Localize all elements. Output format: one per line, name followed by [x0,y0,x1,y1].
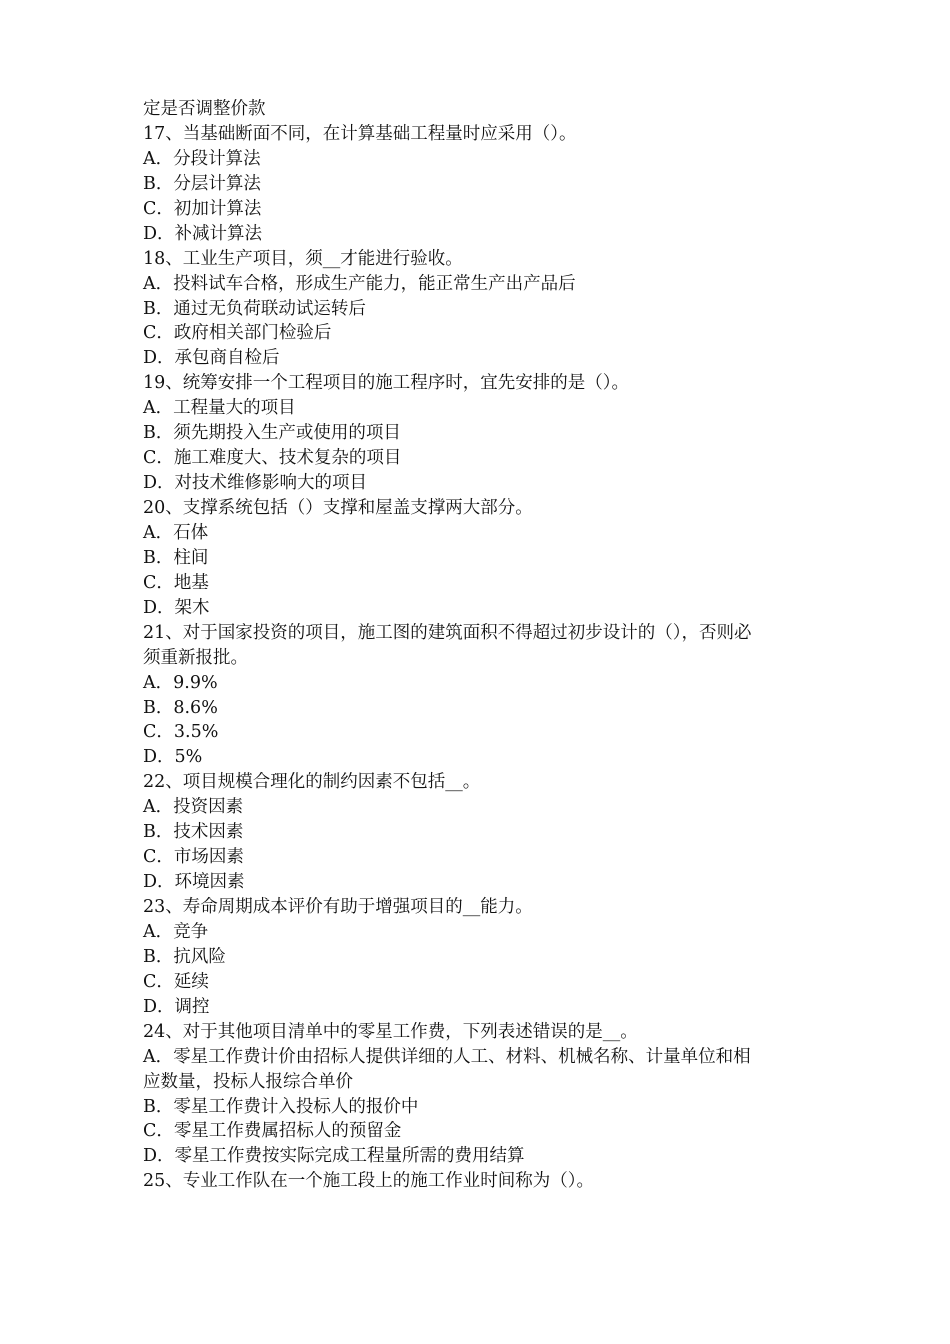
option-24-b: B．零星工作费计入投标人的报价中 [143,1096,419,1117]
question-17: 17、当基础断面不同，在计算基础工程量时应采用（）。 [143,123,577,144]
option-17-c: C．初加计算法 [143,198,262,219]
option-20-d: D．架木 [143,597,210,618]
question-21: 21、对于国家投资的项目，施工图的建筑面积不得超过初步设计的（），否则必 [143,622,752,643]
option-22-c: C．市场因素 [143,847,244,868]
question-continuation: 定是否调整价款 [143,99,266,119]
option-17-b: B．分层计算法 [143,173,261,194]
option-20-c: C．地基 [143,572,209,593]
option-24-a: A．零星工作费计价由招标人提供详细的人工、材料、机械名称、计量单位和相 [143,1046,751,1067]
option-23-d: D．调控 [143,996,210,1017]
question-18: 18、工业生产项目，须__才能进行验收。 [143,248,463,269]
option-21-b: B．8.6% [143,697,218,718]
option-19-d: D．对技术维修影响大的项目 [143,473,368,494]
option-19-c: C．施工难度大、技术复杂的项目 [143,448,402,469]
option-21-d: D．5% [143,747,203,768]
option-19-a: A．工程量大的项目 [143,398,296,419]
option-18-a: A．投料试车合格，形成生产能力，能正常生产出产品后 [143,273,576,294]
question-24: 24、对于其他项目清单中的零星工作费，下列表述错误的是__。 [143,1021,638,1042]
option-22-d: D．环境因素 [143,872,245,893]
question-22: 22、项目规模合理化的制约因素不包括__。 [143,772,481,793]
question-21-continuation: 须重新报批。 [143,647,248,668]
option-19-b: B．须先期投入生产或使用的项目 [143,423,401,444]
question-23: 23、寿命周期成本评价有助于增强项目的__能力。 [143,897,533,917]
question-25: 25、专业工作队在一个施工段上的施工作业时间称为（）。 [143,1171,595,1192]
option-17-d: D．补减计算法 [143,223,263,244]
option-20-b: B．柱间 [143,547,209,568]
option-20-a: A．石体 [143,522,209,543]
option-22-a: A．投资因素 [143,797,244,818]
option-23-b: B．抗风险 [143,946,226,967]
option-21-c: C．3.5% [143,722,219,743]
option-18-c: C．政府相关部门检验后 [143,323,332,344]
document-page [143,97,823,1194]
option-21-a: A．9.9% [143,672,218,693]
option-23-c: C．延续 [143,971,209,992]
option-17-a: A．分段计算法 [143,148,261,169]
question-20: 20、支撑系统包括（）支撑和屋盖支撑两大部分。 [143,498,533,518]
option-22-b: B．技术因素 [143,822,244,843]
option-24-c: C．零星工作费属招标人的预留金 [143,1121,402,1142]
option-23-a: A．竞争 [143,921,209,942]
option-18-b: B．通过无负荷联动试运转后 [143,298,366,319]
question-19: 19、统筹安排一个工程项目的施工程序时，宜先安排的是（）。 [143,373,630,394]
option-18-d: D．承包商自检后 [143,348,280,369]
option-24-d: D．零星工作费按实际完成工程量所需的费用结算 [143,1146,525,1167]
option-24-a-continuation: 应数量，投标人报综合单价 [143,1071,353,1092]
